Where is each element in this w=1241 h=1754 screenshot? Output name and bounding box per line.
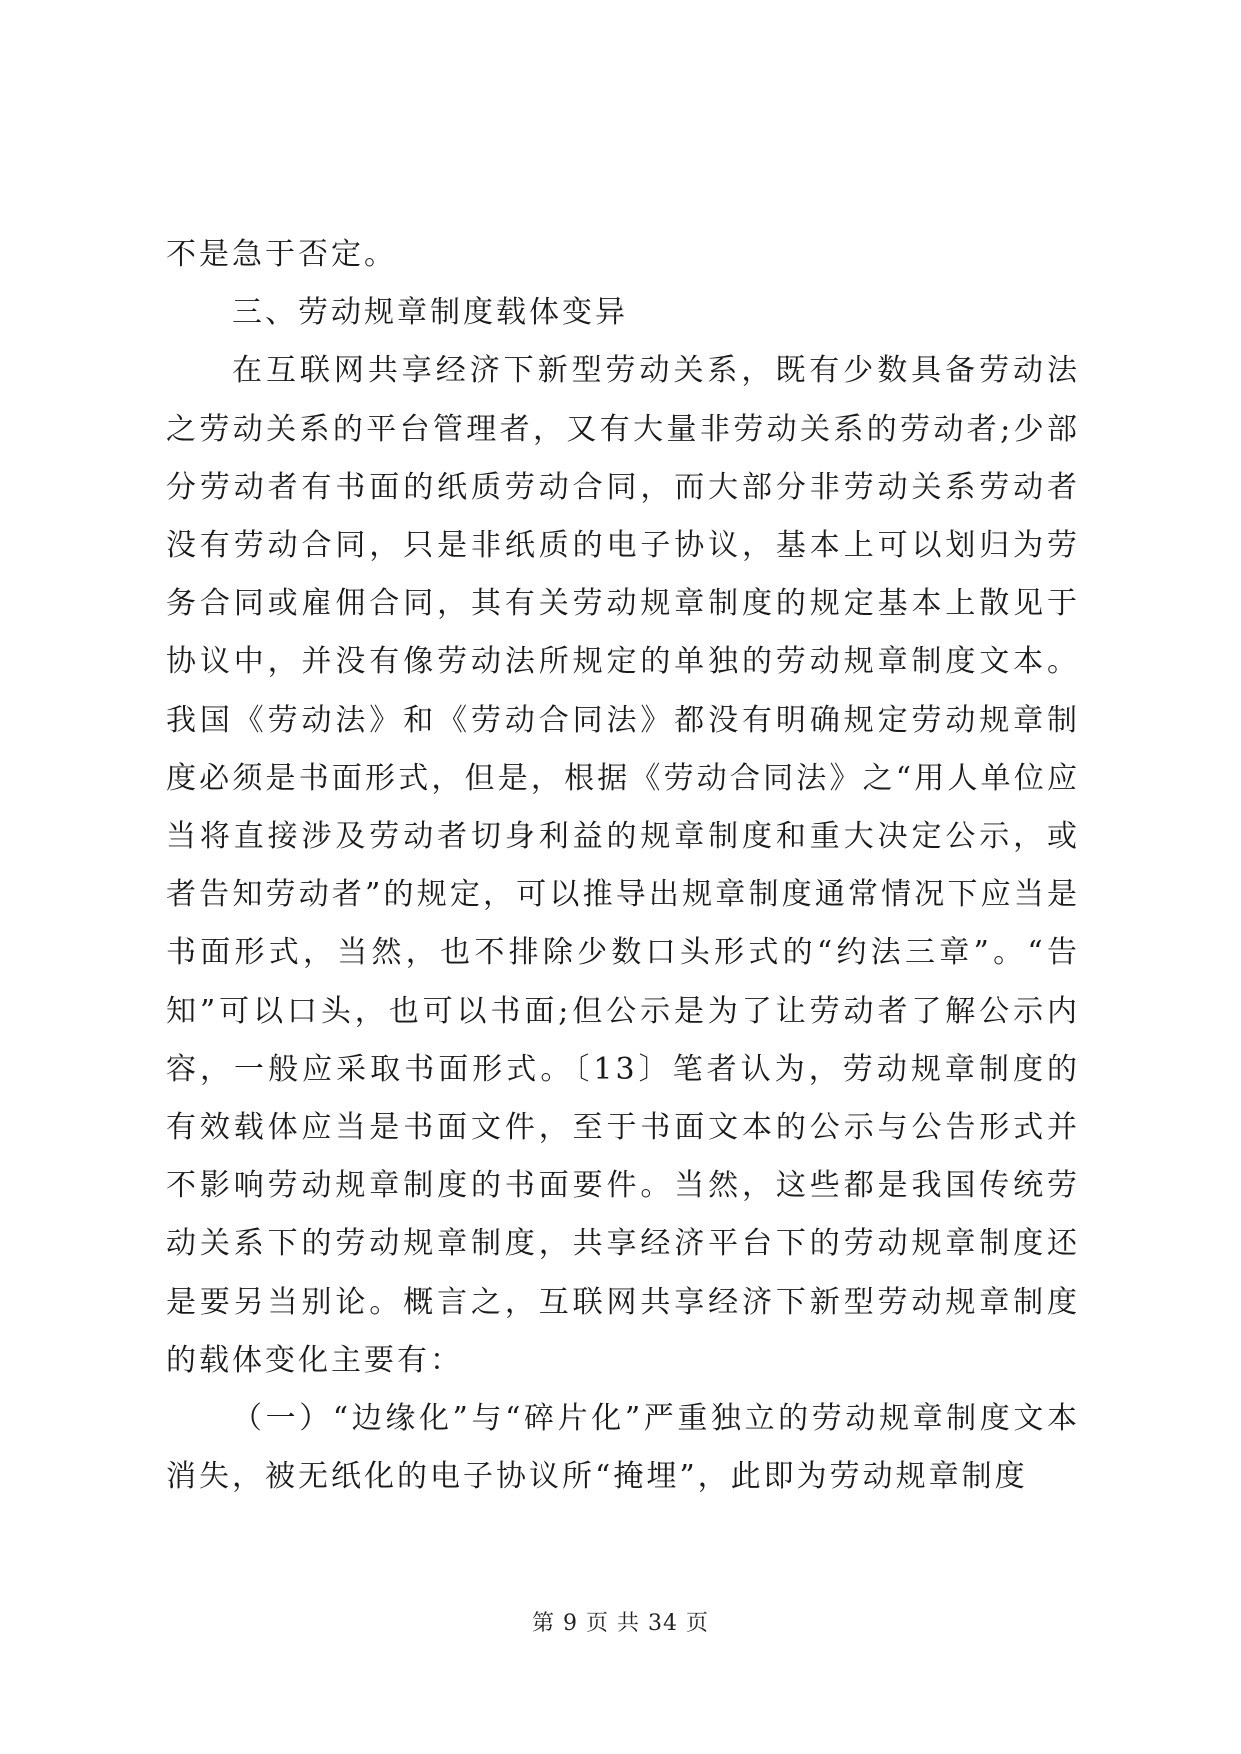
section-heading: 三、劳动规章制度载体变异 <box>232 295 628 331</box>
document-body <box>166 226 1080 1506</box>
page-number-footer: 第 9 页 共 34 页 <box>532 1611 709 1636</box>
continuation-paragraph: 不是急于否定。 <box>166 237 397 272</box>
body-paragraph: （一）“边缘化”与“碎片化”严重独立的劳动规章制度文本消失，被无纸化的电子协议所“掩埋”，此即为劳动规章制度 <box>166 1401 1080 1495</box>
body-paragraph: 在互联网共享经济下新型劳动关系，既有少数具备劳动法之劳动关系的平台管理者，又有大量非劳动关系的劳动者;少部分劳动者有书面的纸质劳动合同，而大部分非劳动关系劳动者没有劳动合同，只是非纸质的电子协议，基本上可以划归为劳务合同或雇佣合同，其有关劳动规章制度的规定基本上散见于协议中，并没有像劳动法所规定的单独的劳动规章制度文本。我国《劳动法》和《劳动合同法》都没有明确规定劳动规章制度必须是书面形式，但是，根据《劳动合同法》之“用人单位应当将直接涉及劳动者切身利益的规章制度和重大决定公示，或者告知劳动者”的规定，可以推导出规章制度通常情况下应当是书面形式，当然，也不排除少数口头形式的“约法三章”。“告知”可以口头，也可以书面;但公示是为了让劳动者了解公示内容，一般应采取书面形式。〔13〕笔者认为，劳动规章制度的有效载体应当是书面文件，至于书面文本的公示与公告形式并不影响劳动规章制度的书面要件。当然，这些都是我国传统劳动关系下的劳动规章制度，共享经济平台下的劳动规章制度还是要另当别论。概言之，互联网共享经济下新型劳动规章制度的载体变化主要有： <box>166 353 1080 1378</box>
